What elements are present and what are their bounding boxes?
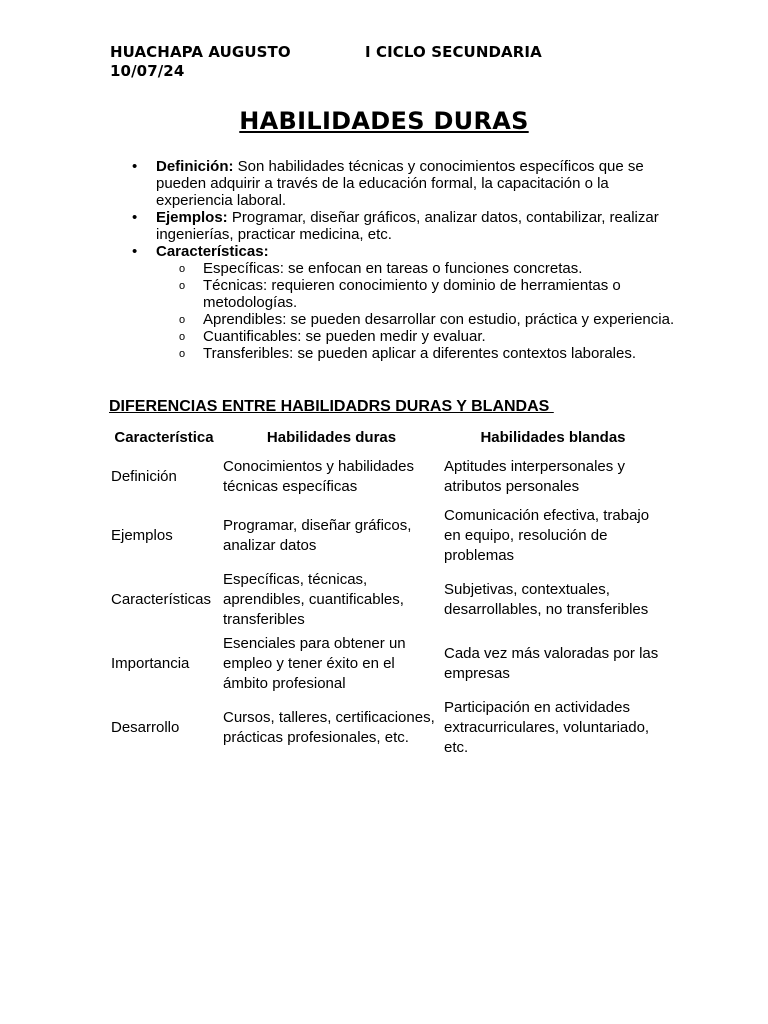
table-cell: Aptitudes interpersonales y atributos personales — [444, 458, 625, 495]
table-cell: Específicas, técnicas, aprendibles, cuantificables, transferibles — [223, 571, 404, 628]
table-row — [109, 504, 662, 568]
bullet-definicion — [132, 158, 676, 209]
bullet-caracteristicas — [132, 243, 676, 260]
table-cell: Participación en actividades extracurriculares, voluntariado, etc. — [444, 699, 650, 756]
section-title: DIFERENCIAS ENTRE HABILIDADRS DURAS Y BLANDAS — [109, 398, 554, 415]
sub-item-text: Aprendibles: se pueden desarrollar con estudio, práctica y experiencia. — [203, 311, 675, 328]
grade-label: I CICLO SECUNDARIA — [365, 43, 542, 61]
table-cell: Comunicación efectiva, trabajo en equipo, resolución de problemas — [444, 507, 650, 564]
ejemplos-label: Ejemplos: — [156, 209, 228, 226]
column-header: Habilidades duras — [266, 429, 397, 446]
definicion-text: Son habilidades técnicas y conocimientos específicos que se pueden adquirir a través de la educación formal, la capacitación o la experiencia laboral. — [156, 158, 644, 209]
table-row — [109, 632, 662, 696]
table-header-row — [109, 426, 662, 450]
circle-bullet-icon: o — [179, 280, 186, 292]
differences-table — [109, 426, 662, 760]
caracteristicas-sublist — [179, 260, 676, 362]
circle-bullet-icon: o — [179, 348, 186, 360]
sub-item-text: Transferibles: se pueden aplicar a diferentes contextos laborales. — [203, 345, 637, 362]
circle-bullet-icon: o — [179, 331, 186, 343]
definicion-label: Definición: — [156, 158, 234, 175]
ejemplos-text: Programar, diseñar gráficos, analizar datos, contabilizar, realizar ingenierías, practicar medicina, etc. — [156, 209, 659, 243]
table-row — [109, 450, 662, 504]
table-cell: Características — [111, 591, 212, 608]
sub-item-text: Cuantificables: se pueden medir y evaluar. — [203, 328, 486, 345]
date-label: 10/07/24 — [110, 62, 185, 80]
list-item — [179, 277, 676, 311]
table-cell: Subjetivas, contextuales, desarrollables, no transferibles — [444, 581, 649, 618]
table-cell: Definición — [111, 468, 177, 485]
column-header: Característica — [114, 429, 214, 446]
bullet-ejemplos — [132, 209, 676, 243]
list-item — [179, 311, 676, 328]
list-item — [179, 260, 676, 277]
table-cell: Desarrollo — [111, 719, 180, 736]
table-cell: Importancia — [111, 655, 190, 672]
table-cell: Programar, diseñar gráficos, analizar datos — [223, 517, 412, 554]
sub-item-text: Específicas: se enfocan en tareas o funciones concretas. — [203, 260, 583, 277]
document-header — [110, 43, 542, 81]
caracteristicas-label: Características: — [156, 243, 269, 260]
table-cell: Cursos, talleres, certificaciones, prácticas profesionales, etc. — [223, 709, 435, 746]
circle-bullet-icon: o — [179, 314, 186, 326]
page-title: HABILIDADES DURAS — [239, 107, 529, 135]
table-row — [109, 696, 662, 760]
bullet-dot-icon: • — [132, 209, 138, 226]
table-cell: Conocimientos y habilidades técnicas específicas — [223, 458, 414, 495]
student-name: HUACHAPA AUGUSTO — [110, 43, 291, 61]
table-row — [109, 568, 662, 632]
bullet-dot-icon: • — [132, 158, 138, 175]
bullet-dot-icon: • — [132, 243, 138, 260]
list-item — [179, 328, 676, 345]
table-cell: Cada vez más valoradas por las empresas — [444, 645, 659, 682]
list-item — [179, 345, 676, 362]
table-cell: Ejemplos — [111, 527, 173, 544]
bullet-list — [132, 158, 676, 362]
sub-item-text: Técnicas: requieren conocimiento y dominio de herramientas o metodologías. — [203, 277, 621, 311]
circle-bullet-icon: o — [179, 263, 186, 275]
column-header: Habilidades blandas — [480, 429, 626, 446]
table-cell: Esenciales para obtener un empleo y tener éxito en el ámbito profesional — [223, 635, 406, 692]
